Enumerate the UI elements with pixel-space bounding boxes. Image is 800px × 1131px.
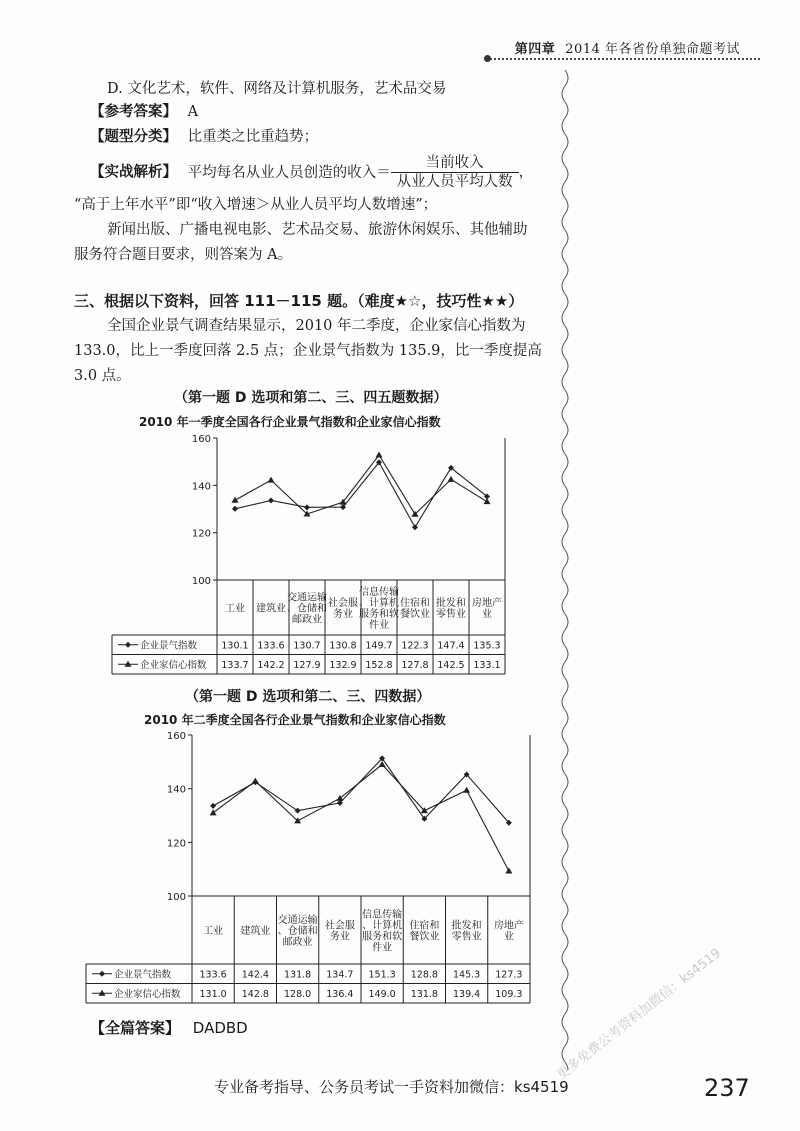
category-label: 信息传输、计算机服务和软件业 (359, 587, 399, 631)
reference-answer-label: 【参考答案】 (90, 104, 177, 120)
category-label: 批发和零售业 (436, 598, 466, 620)
table-value-cell: 147.4 (437, 640, 465, 652)
table-value-cell: 136.4 (326, 988, 354, 1000)
legend-label-1: 企业景气指数 (114, 969, 172, 981)
category-label: 工业 (203, 926, 224, 937)
series-2-point (448, 476, 455, 482)
series-2-point (252, 778, 259, 784)
series-1-point (304, 504, 310, 510)
y-tick-label: 140 (191, 481, 211, 493)
table-value-cell: 142.5 (437, 659, 465, 671)
question-category-value: 比重类之比重趋势； (187, 129, 319, 145)
category-label: 建筑业 (240, 926, 271, 937)
footer-text: 专业备考指导、公务员考试一手资料加微信：ks4519 (214, 1078, 569, 1096)
category-label: 社会服务业 (328, 598, 358, 620)
table-value-cell: 131.0 (199, 988, 227, 1000)
category-label: 工业 (225, 603, 245, 615)
table-value-cell: 130.1 (221, 640, 249, 652)
table-value-cell: 131.8 (284, 969, 312, 981)
table-value-cell: 149.0 (368, 988, 396, 1000)
y-tick-label: 100 (191, 576, 211, 587)
series-2-point (505, 868, 512, 874)
table-value-cell: 130.8 (329, 640, 357, 652)
chart1 (100, 428, 520, 680)
series-line-1 (235, 462, 487, 527)
table-value-cell: 131.8 (410, 988, 438, 1000)
table-value-cell: 133.6 (199, 969, 227, 981)
full-answer (90, 1018, 248, 1038)
table-value-cell: 133.6 (257, 640, 285, 652)
analysis-line-4: 服务符合题目要求，则答案为 A。 (74, 247, 293, 263)
chart2 (70, 727, 540, 1012)
analysis-trail: ， (518, 164, 534, 181)
analysis-label: 【实战解析】 (90, 164, 177, 181)
y-tick-label: 160 (191, 434, 211, 445)
series-2-point (232, 497, 239, 503)
formula-fraction (391, 154, 519, 191)
table-value-cell: 122.3 (401, 640, 429, 652)
analysis-line-3: 新闻出版、广播电视电影、艺术品交易、旅游休闲娱乐、其他辅助 (107, 222, 528, 238)
margin-wavy-line (556, 70, 574, 1070)
series-1-point (232, 506, 238, 512)
full-answer-value: DADBD (192, 1019, 248, 1037)
series-2-point (210, 809, 217, 815)
category-label: 住宿和餐饮业 (400, 598, 430, 620)
section-title: 三、根据以下资料，回答 111－115 题。（难度★☆，技巧性★★） (74, 292, 524, 310)
y-tick-label: 140 (166, 784, 186, 796)
table-value-cell: 127.3 (495, 969, 523, 981)
header-dotted-rule (490, 58, 760, 60)
watermark: 更多免费公考资料加微信：ks4519 (554, 945, 724, 1083)
category-label: 住宿和餐饮业 (409, 920, 440, 943)
table-value-cell: 130.7 (293, 640, 321, 652)
reference-answer (90, 102, 198, 122)
series-2-point (376, 452, 383, 458)
analysis-line-2: “高于上年水平”即“收入增速＞从业人员平均人数增速”； (74, 197, 438, 213)
chart2-note: （第一题 D 选项和第二、三、四数据） (185, 689, 431, 705)
table-value-cell: 135.3 (473, 640, 501, 652)
table-value-cell: 109.3 (495, 988, 523, 1000)
formula-denominator: 从业人员平均人数 (396, 174, 513, 190)
legend-diamond-marker (125, 642, 131, 648)
analysis-lead: 平均每名从业人员创造的收入＝ (187, 164, 391, 181)
series-1-point (268, 497, 274, 503)
series-1-point (210, 803, 216, 809)
table-value-cell: 149.7 (365, 640, 393, 652)
y-tick-label: 160 (166, 731, 186, 742)
category-label: 交通运输、仓储和邮政业 (287, 592, 327, 626)
table-value-cell: 128.8 (410, 969, 438, 981)
y-tick-label: 100 (166, 892, 186, 903)
question-category (90, 127, 318, 147)
header-title: 2014 年各省份单独命题考试 (565, 42, 740, 57)
table-value-cell: 142.2 (257, 659, 285, 671)
section-paragraph-3: 3.0 点。 (74, 368, 131, 384)
section-paragraph-2: 133.0，比上一季度回落 2.5 点；企业景气指数为 135.9，比一季度提高 (74, 343, 542, 359)
reference-answer-value: A (187, 104, 199, 120)
category-label: 房地产业 (472, 598, 502, 620)
legend-diamond-marker (99, 971, 105, 977)
legend-label-1: 企业景气指数 (140, 640, 198, 652)
series-1-point (295, 808, 301, 814)
chart1-note: （第一题 D 选项和第二、三、四五题数据） (174, 390, 448, 406)
table-value-cell: 127.8 (401, 659, 429, 671)
table-value-cell: 152.8 (365, 659, 393, 671)
series-1-point (412, 524, 418, 530)
category-label: 交通运输、仓储和邮政业 (277, 915, 318, 948)
series-2-point (463, 787, 470, 793)
option-d: D. 文化艺术，软件、网络及计算机服务，艺术品交易 (107, 81, 447, 97)
category-label: 房地产业 (493, 920, 524, 943)
category-label: 建筑业 (256, 603, 286, 615)
legend-label-2: 企业家信心指数 (114, 988, 181, 1000)
y-tick-label: 120 (166, 838, 186, 850)
table-value-cell: 139.4 (453, 988, 481, 1000)
section-paragraph-1: 全国企业景气调查结果显示，2010 年二季度，企业家信心指数为 (107, 318, 526, 334)
table-value-cell: 133.7 (221, 659, 249, 671)
chart1-title: 2010 年一季度全国各行企业景气指数和企业家信心指数 (139, 415, 441, 429)
page-number: 237 (704, 1074, 750, 1102)
table-value-cell: 133.1 (473, 659, 501, 671)
table-value-cell: 128.0 (284, 988, 312, 1000)
legend-label-2: 企业家信心指数 (140, 659, 207, 671)
chapter-label: 第四章 (514, 42, 556, 57)
table-value-cell: 145.3 (453, 969, 481, 981)
full-answer-label: 【全篇答案】 (90, 1019, 181, 1037)
series-2-point (268, 477, 275, 483)
table-value-cell: 142.4 (241, 969, 269, 981)
chart2-title: 2010 年二季度全国各行企业景气指数和企业家信心指数 (144, 713, 446, 727)
question-category-label: 【题型分类】 (90, 129, 177, 145)
formula-numerator: 当前收入 (391, 154, 519, 173)
running-header (515, 38, 740, 57)
table-value-cell: 151.3 (368, 969, 396, 981)
analysis-line-1 (90, 154, 533, 191)
category-label: 信息传输、计算机服务和软件业 (362, 909, 403, 954)
category-label: 批发和零售业 (451, 920, 482, 943)
category-label: 社会服务业 (324, 920, 355, 943)
table-value-cell: 127.9 (293, 659, 321, 671)
table-value-cell: 142.8 (241, 988, 269, 1000)
table-value-cell: 132.9 (329, 659, 357, 671)
table-value-cell: 134.7 (326, 969, 354, 981)
y-tick-label: 120 (191, 528, 211, 540)
series-2-point (484, 498, 491, 504)
